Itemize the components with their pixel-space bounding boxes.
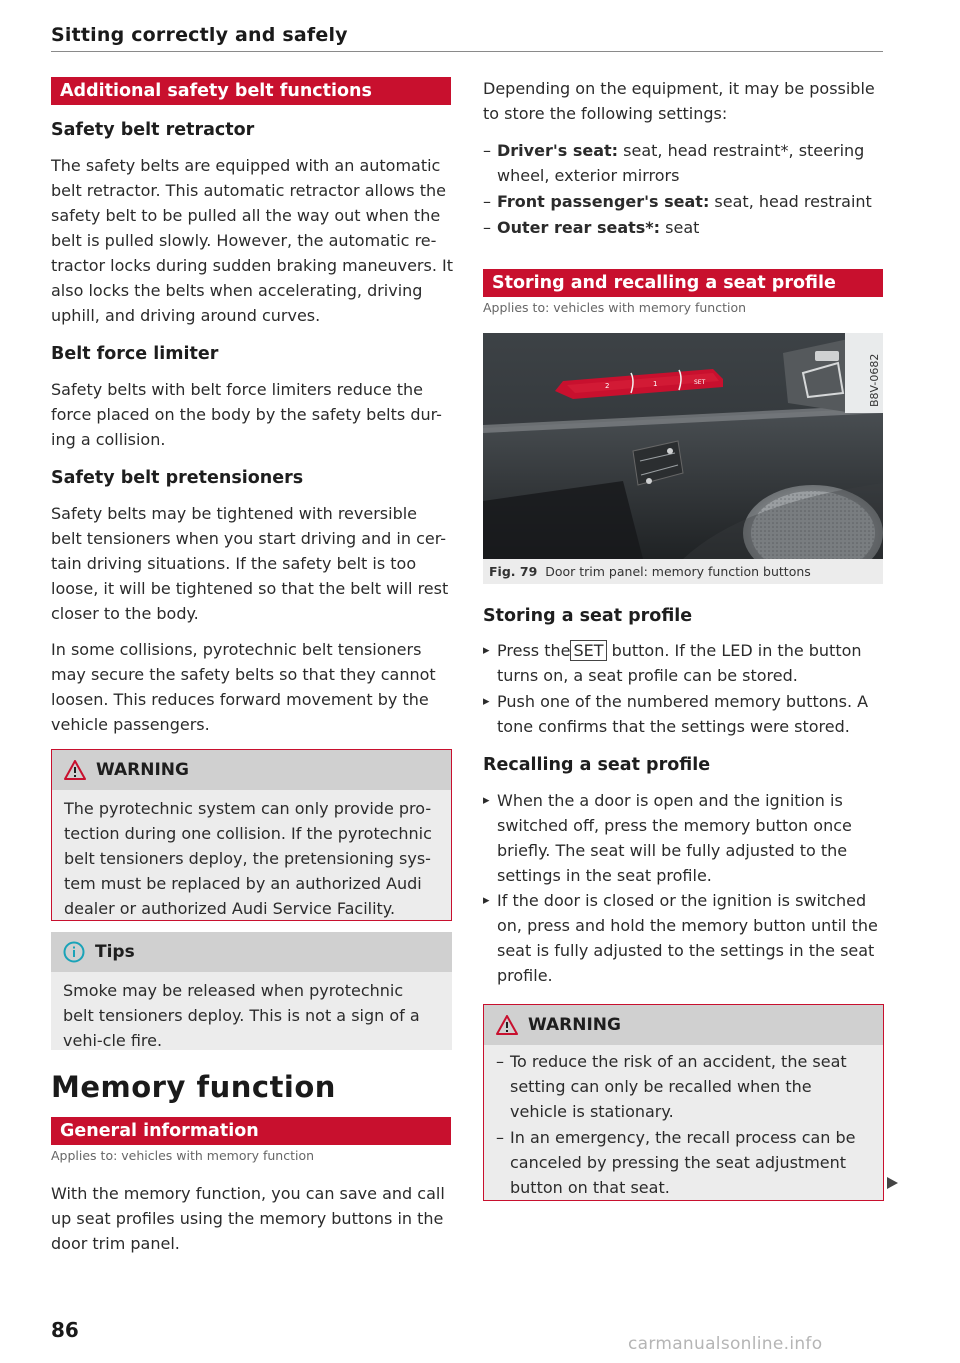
paragraph-pretensioners-2: In some collisions, pyrotechnic belt tensioners may secure the safety belts so that they cannot loosen. This reduces forward movement by the vehicle passengers. (51, 640, 436, 734)
warning-title: WARNING (96, 760, 189, 780)
page-header-title: Sitting correctly and safely (51, 24, 348, 46)
step-text: Press the (497, 641, 571, 660)
step-text: When the a door is open and the ignition is switched off, press the memory button once briefly. The seat will be fully adjusted to the settings in the seat profile. (497, 791, 852, 885)
heading-storing-seat-profile: Storing a seat profile (483, 606, 693, 626)
step-text: button. If the LED in the button turns on, a seat profile can be stored. (497, 641, 862, 685)
list-item (483, 138, 883, 188)
settings-list (483, 138, 883, 240)
setting-label-driver: Driver's seat: (497, 141, 619, 160)
setting-text-rear: seat (660, 218, 700, 237)
section-title-additional-belt-functions: Additional safety belt functions (51, 77, 451, 105)
paragraph-belt-retractor: The safety belts are equipped with an automatic belt retractor. This automatic retractor allows the safety belt to be pulled all the way out when the belt is pulled slowly. However, the automatic re-tractor locks during sudden braking maneuvers. It also locks the belts when accelerating, driving uphill, and driving around curves. (51, 156, 453, 325)
list-item (483, 888, 883, 988)
tips-title: Tips (95, 942, 135, 962)
paragraph-belt-force-limiter: Safety belts with belt force limiters reduce the force placed on the body by the safety belts dur-ing a collision. (51, 380, 442, 449)
figure-caption-text: Door trim panel: memory function buttons (545, 564, 811, 579)
figure-caption-label: Fig. 79 (489, 564, 538, 579)
list-item: – To reduce the risk of an accident, the seat setting can only be recalled when the vehicle is stationary. (496, 1049, 869, 1124)
tips-text: Smoke may be released when pyrotechnic belt tensioners deploy. This is not a sign of a vehi-cle fire. (63, 981, 420, 1050)
page-number: 86 (51, 1318, 79, 1342)
storing-steps (483, 638, 883, 739)
list-item: – In an emergency, the recall process can be canceled by pressing the seat adjustment button on that seat. (496, 1125, 869, 1200)
heading-belt-pretensioners: Safety belt pretensioners (51, 468, 304, 488)
warning-list (496, 1049, 869, 1200)
warning-triangle-icon (64, 760, 86, 780)
tips-box (51, 932, 452, 1050)
heading-belt-retractor: Safety belt retractor (51, 120, 255, 140)
figure-button-label-1: 1 (653, 380, 658, 388)
recalling-steps (483, 788, 883, 988)
applies-to-storing: Applies to: vehicles with memory function (483, 300, 747, 315)
setting-text-passenger: seat, head restraint (709, 192, 872, 211)
section-title-general-information: General information (51, 1117, 451, 1145)
door-trim-illustration (483, 333, 883, 559)
warning-header (52, 750, 451, 790)
list-item (483, 788, 883, 888)
heading-belt-force-limiter: Belt force limiter (51, 344, 219, 364)
heading-recalling-seat-profile: Recalling a seat profile (483, 755, 711, 775)
warning-box-pyrotechnic (51, 749, 452, 921)
applies-to-general: Applies to: vehicles with memory function (51, 1148, 315, 1163)
tips-header (51, 932, 452, 972)
step-text: If the door is closed or the ignition is switched on, press and hold the memory button until the seat is fully adjusted to the settings in the seat profile. (497, 891, 878, 985)
figure-door-trim-panel (483, 333, 883, 559)
list-item (483, 215, 883, 240)
chapter-title-memory-function: Memory function (51, 1070, 336, 1104)
paragraph-general-information: With the memory function, you can save and call up seat profiles using the memory buttons in the door trim panel. (51, 1184, 445, 1253)
list-item (483, 638, 883, 688)
set-key-label: SET (570, 640, 606, 661)
paragraph-settings-intro: Depending on the equipment, it may be possible to store the following settings: (483, 79, 875, 123)
watermark: carmanualsonline.info (628, 1334, 823, 1354)
list-item (483, 189, 883, 214)
setting-label-rear: Outer rear seats*: (497, 218, 661, 237)
continue-arrow-icon (887, 1177, 898, 1189)
setting-text-driver: seat, head restraint*, steering wheel, exterior mirrors (497, 141, 865, 185)
warning-triangle-icon (496, 1015, 518, 1035)
warning-header (484, 1005, 883, 1045)
figure-code: B8V-0682 (868, 353, 881, 407)
section-title-storing-recalling: Storing and recalling a seat profile (483, 269, 883, 297)
figure-caption (483, 559, 883, 584)
paragraph-pretensioners-1: Safety belts may be tightened with reversible belt tensioners when you start driving and in cer-tain driving situations. If the safety belt is too loose, it will be tightened so that the belt will rest closer to the body. (51, 504, 449, 623)
warning-text: The pyrotechnic system can only provide pro-tection during one collision. If the pyrotechnic belt tensioners deploy, the pretensioning sys-tem must be replaced by an authorized Audi dealer or authorized Audi Service Facility. (64, 799, 432, 918)
info-icon (63, 941, 85, 963)
step-text: Push one of the numbered memory buttons. A tone confirms that the settings were stored. (497, 692, 869, 736)
figure-button-label-2: 2 (605, 382, 610, 390)
warning-box-recall (483, 1004, 884, 1201)
setting-label-passenger: Front passenger's seat: (497, 192, 710, 211)
list-item (483, 689, 883, 739)
header-rule (51, 51, 883, 52)
figure-button-label-set: SET (694, 379, 706, 386)
warning-title: WARNING (528, 1015, 621, 1035)
